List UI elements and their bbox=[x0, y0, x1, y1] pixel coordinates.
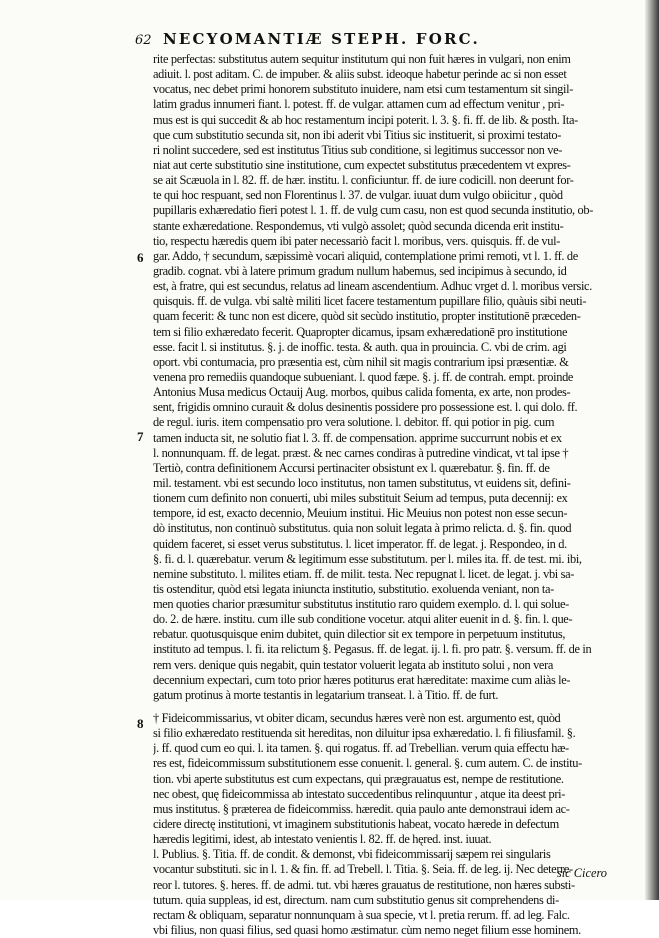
text-line: † Fideicommissarius, vt obiter dicam, secundus hæres verè non est. argumento est, quòd bbox=[153, 711, 561, 726]
text-line: de regul. iuris. item compensatio pro vera solutione. l. debitor. ff. qui potior in pig. cum bbox=[153, 415, 555, 430]
text-line: Tertiò, contra definitionem Accursi pertinaciter obsistunt ex l. quærebatur. §. fin. ff. de bbox=[153, 460, 550, 475]
text-line: l. Publius. §. Titia. ff. de condit. & demonst, vbi fideicommissarij sæpem rei singularis bbox=[153, 847, 551, 862]
text-line: nemine substituto. l. milites etiam. ff. de milit. testa. Nec repugnat l. licet. de legat. j. vbi sa- bbox=[153, 566, 575, 581]
text-line: oport. vbi contumacia, pro præsentia est, cùm nihil sit magis contrarium ipsi præsentiæ. & bbox=[153, 354, 569, 369]
text-line: quam fecerit: & tunc non est dicere, quòd sit secùdo institutio, propter institutionē præceden- bbox=[153, 309, 581, 324]
text-line: gar. Addo, † secundum, sæpissimè vocari aliquid, contemplatione primi remoti, vt l. 1. ff. de bbox=[153, 248, 578, 263]
text-line: rectam & obliquam, separatur nonnunquam à sua specie, vt l. pretia rerum. ff. ad leg. Falc. bbox=[153, 907, 570, 922]
text-line: stante exhæredatione. Respondemus, vti vulgò assolet; quòd secunda dicenda erit institu- bbox=[153, 218, 564, 233]
text-line: niat aut certe substitutio sine institutione, cum expectet substitutus præcedentem vt expres- bbox=[153, 157, 571, 172]
text-line: tutum. quia suppleas, id est, directum. nam cum substitutio genus sit comprehendens di- bbox=[153, 892, 559, 907]
text-line: j. ff. quod cum eo qui. l. ita tamen. §. qui rogatus. ff. ad Trebellian. verum quia effectu hæ- bbox=[153, 741, 569, 756]
text-line: si filio exhæredato restituenda sit hereditas, non diluitur ipsa exhæredatio. l. fi filiusfamil. §. bbox=[153, 726, 576, 741]
folio-number: 62 bbox=[135, 33, 152, 48]
text-line: mus est is qui succedit & ab hoc restamentum incipi poterit. l. 3. §. fi. ff. de lib. & posth. Ita- bbox=[153, 112, 578, 127]
catchword: sic Cicero bbox=[556, 866, 607, 880]
text-line: Antonius Musa medicus Octauij Aug. morbos, quibus calida fomenta, ex arte, non prodes- bbox=[153, 385, 571, 400]
text-line: instituto ad tempus. l. fi. ita relictum §. Pegasus. ff. de legat. ij. l. fi. pro patr. §. versum. ff. de in bbox=[153, 642, 592, 657]
text-line: cidere directę institutioni, vt imaginem substitutionis habeat, vocato hærede in defectum bbox=[153, 817, 559, 832]
text-line: res est, fideicommissum substitutionem esse conuenit. l. general. §. cum autem. C. de institu- bbox=[153, 756, 582, 771]
marginal-number-7: 7 bbox=[137, 429, 144, 444]
text-line: mil. testament. vbi est secundo loco institutus, non tamen substitutus, vt euidens sit, defini- bbox=[153, 475, 571, 490]
marginal-number-8: 8 bbox=[137, 716, 144, 731]
text-line: pupillaris exhæredatio fieri potest l. 1. ff. de vulg cum casu, non est quod secunda institutio, ob- bbox=[153, 203, 594, 218]
text-line: venena pro remediis quandoque subueniant. l. quod fæpe. §. j. ff. de contrah. empt. proinde bbox=[153, 369, 574, 384]
text-line: nec obest, quę fideicommissa ab intestato succedentibus relinquuntur , atque ita deest pri- bbox=[153, 786, 566, 801]
text-line: est, à fratre, qui est secundus, relatus ad lineam ascendentium. Adhuc vrget d. l. moribus versic. bbox=[153, 279, 592, 294]
text-line: gradib. cognat. vbi à latere primum gradum nullum habemus, sed incipimus à secundo, id bbox=[153, 263, 567, 278]
text-line: rem vers. denique quis negabit, quin testator voluerit legata ab instituto solui , non vera bbox=[153, 657, 554, 672]
text-line: quidem faceret, si esset verus substitutus. l. licet imperator. ff. de legat. j. Respondeo, in d. bbox=[153, 536, 567, 551]
text-line: gatum protinus à morte testantis in legatarium transeat. l. à Titio. ff. de furt. bbox=[153, 687, 499, 702]
text-line: reor l. tutores. §. heres. ff. de admi. tut. vbi hæres grauatus de restitutione, non hæres substi- bbox=[153, 877, 575, 892]
text-line: tis ostenditur, quòd etsi legata iniuncta institutio, substitutio. exoluenda veniant, non ta- bbox=[153, 581, 554, 596]
page-binding-edge bbox=[645, 0, 659, 900]
text-line: decennium expectari, cum toto prior hæres potiturus erat hæreditate: maxime cum aliàs le- bbox=[153, 672, 571, 687]
text-line: vocatus, nec debet primi honorem substituto inuidere, nam etsi cum testamentum sit singil- bbox=[153, 82, 573, 97]
text-line: §. fi. d. l. quærebatur. verum & legitimum esse substitutum. per l. miles ita. ff. de test. mi. ibi, bbox=[153, 551, 582, 566]
text-line: sent, frigidis omnino curauit & dolus desinentis possidere pro possessione est. l. qui dolo. ff. bbox=[153, 400, 578, 415]
text-line: men quoties charior præsumitur substitutus institutio raro quidem exemplo. d. l. qui solue- bbox=[153, 597, 569, 612]
text-line: tion. vbi aperte substitutus est cum expectans, qui prægrauatus est, nempe de restitutione. bbox=[153, 771, 564, 786]
text-line: vbi filius, non quasi filius, sed quasi homo æstimatur. cùm nemo neget filium esse hominem. bbox=[153, 923, 581, 938]
text-line: vocantur substituti. sic in l. 1. & fin. ff. ad Trebell. l. Titia. §. Seia. ff. de leg. ij. Nec deterre- bbox=[153, 862, 573, 877]
text-line: se ait Scæuola in l. 82. ff. de hær. institu. l. conficiuntur. ff. de iure codicill. non deerunt for- bbox=[153, 173, 574, 188]
text-line: hæredis legitimi, idest, ab intestato venientis l. 82. ff. de hęred. inst. iuuat. bbox=[153, 832, 492, 847]
text-line: adiuit. l. post aditam. C. de impuber. & aliis subst. ideoque habetur perinde ac si non esset bbox=[153, 67, 567, 82]
text-line: tamen inducta sit, ne solutio fiat l. 3. ff. de compensation. apprime succurrunt nobis et ex bbox=[153, 430, 562, 445]
text-line: mus institutus. § præterea de fideicommiss. hæredit. quia paulo ante demonstraui idem ac- bbox=[153, 801, 570, 816]
text-line: tempore, id est, exacto decennio, Meuium institui. Hic Meuius non potest non esse secun- bbox=[153, 506, 568, 521]
running-title: NECYOMANTIÆ STEPH. FORC. bbox=[163, 30, 480, 48]
text-line: dò institutus, non continuò substitutus. quia non soluit legata à primo relicta. d. §. fin. quod bbox=[153, 521, 572, 536]
text-line: tionem cum definito non conuerti, ubi miles substituit Seium ad tempus, puta decennij: ex bbox=[153, 491, 568, 506]
text-line: tem si filio exhæredato fecerit. Quapropter dicamus, ipsam exhæredationē pro institutione bbox=[153, 324, 568, 339]
text-line: do. 2. de hære. institu. cum ille sub conditione vocetur. atqui aliter euenit in d. §. fin. l. que- bbox=[153, 612, 573, 627]
body-text bbox=[153, 52, 613, 938]
page-header bbox=[135, 30, 605, 48]
text-line: ri nolint succedere, sed est institutus Titius sub conditione, si legitimus successor non ve- bbox=[153, 142, 562, 157]
text-line: quisquis. ff. de vulga. vbi saltè militi licet facere testamentum pupillare filio, quàuis sibi neuti- bbox=[153, 294, 587, 309]
text-line: l. nonnunquam. ff. de legat. præst. & nec carnes condiras à putredine vindicat, vt tal ipse † bbox=[153, 445, 569, 460]
marginal-number-6: 6 bbox=[137, 250, 144, 265]
text-line: rite perfectas: substitutus autem sequitur institutum qui non fuit hæres in vulgari, non enim bbox=[153, 52, 571, 66]
text-line: te qui hoc respuant, sed non Florentinus l. 37. de vulgar. iuuat dum vulgo obiicitur , quòd bbox=[153, 188, 563, 203]
text-line: que cum substitutio secunda sit, non ibi aderit vbi Titius sic instituerit, si proximi testato- bbox=[153, 127, 561, 142]
text-line: rebatur. quotusquisque enim dubitet, quin dilectior sit ex tempore in perpetuum institutus, bbox=[153, 627, 566, 642]
text-line: esse. facit l. si institutus. §. j. de inoffic. testa. & auth. qua in prouincia. C. vbi de crim. agi bbox=[153, 339, 567, 354]
text-line: latim gradus innumeri fiant. l. potest. ff. de vulgar. attamen cum ad effectum venitur , pri- bbox=[153, 97, 565, 112]
text-line: tio, respectu hæredis quem ibi pater necessariò facit l. moribus, vers. quisquis. ff. de vul- bbox=[153, 233, 560, 248]
text-line bbox=[153, 703, 613, 711]
